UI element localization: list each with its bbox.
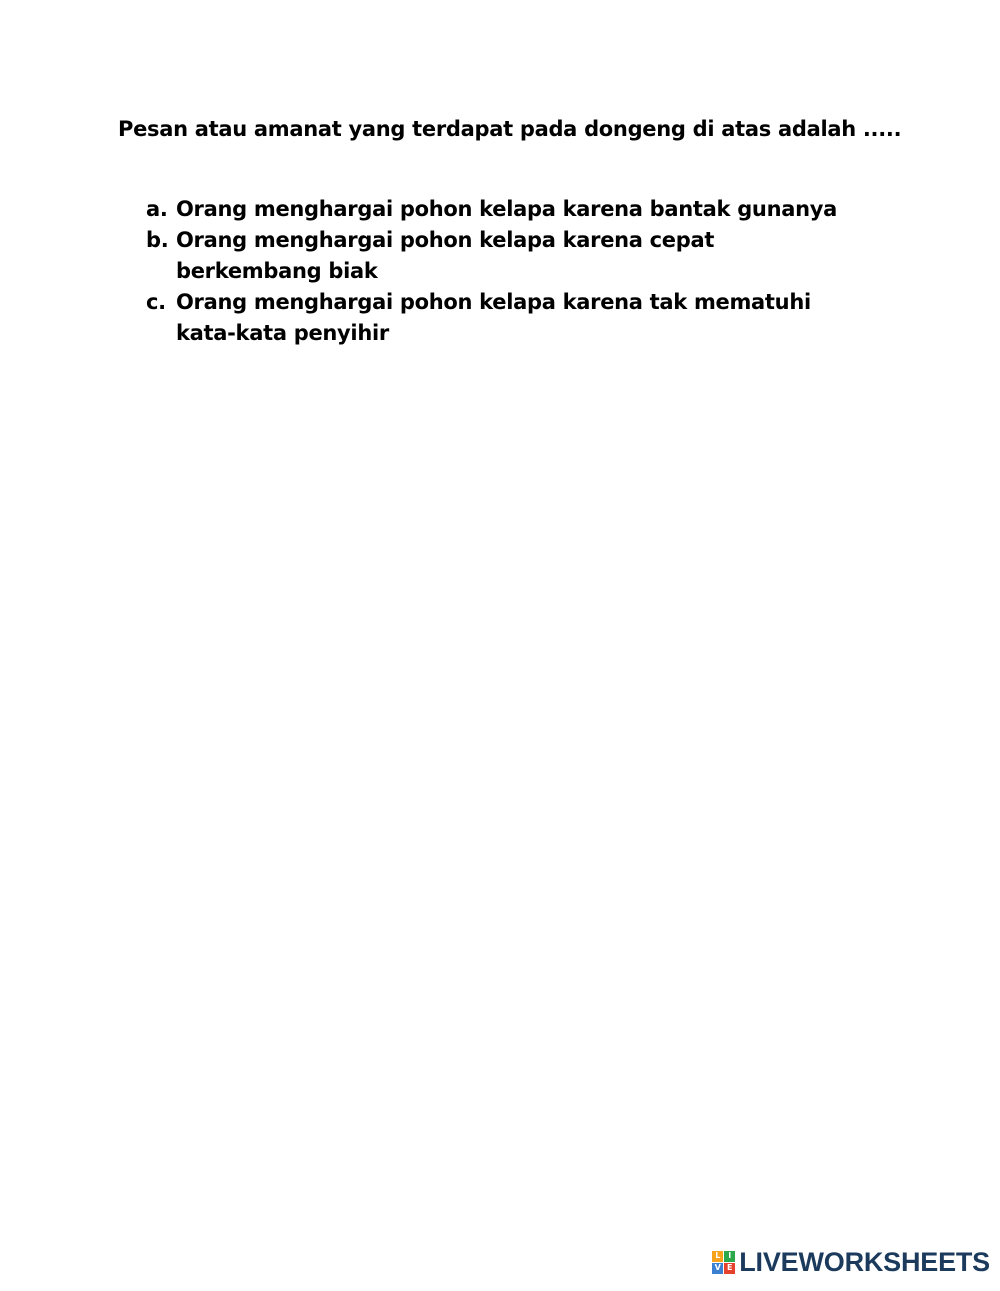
option-b-text: Orang menghargai pohon kelapa karena cepat berkembang biak	[176, 228, 715, 283]
logo-block-l: L	[712, 1251, 723, 1262]
option-c-text: Orang menghargai pohon kelapa karena tak mematuhi kata-kata penyihir	[176, 290, 811, 345]
question-text: Pesan atau amanat yang terdapat pada dongeng di atas adalah .....	[118, 117, 902, 141]
logo-block-i: I	[724, 1251, 735, 1262]
option-c-letter: c.	[146, 290, 166, 314]
answer-options	[146, 194, 886, 349]
option-a-letter: a.	[146, 197, 168, 221]
liveworksheets-logo	[712, 1247, 990, 1277]
logo-blocks-icon	[712, 1251, 735, 1274]
option-b-letter: b.	[146, 228, 169, 252]
option-b[interactable]	[146, 225, 886, 287]
logo-wordmark: LIVEWORKSHEETS	[739, 1246, 990, 1277]
option-c[interactable]	[146, 287, 886, 349]
logo-block-v: V	[712, 1263, 723, 1274]
option-a[interactable]	[146, 194, 886, 225]
logo-block-e: E	[724, 1263, 735, 1274]
option-a-text: Orang menghargai pohon kelapa karena bantak gunanya	[176, 197, 838, 221]
